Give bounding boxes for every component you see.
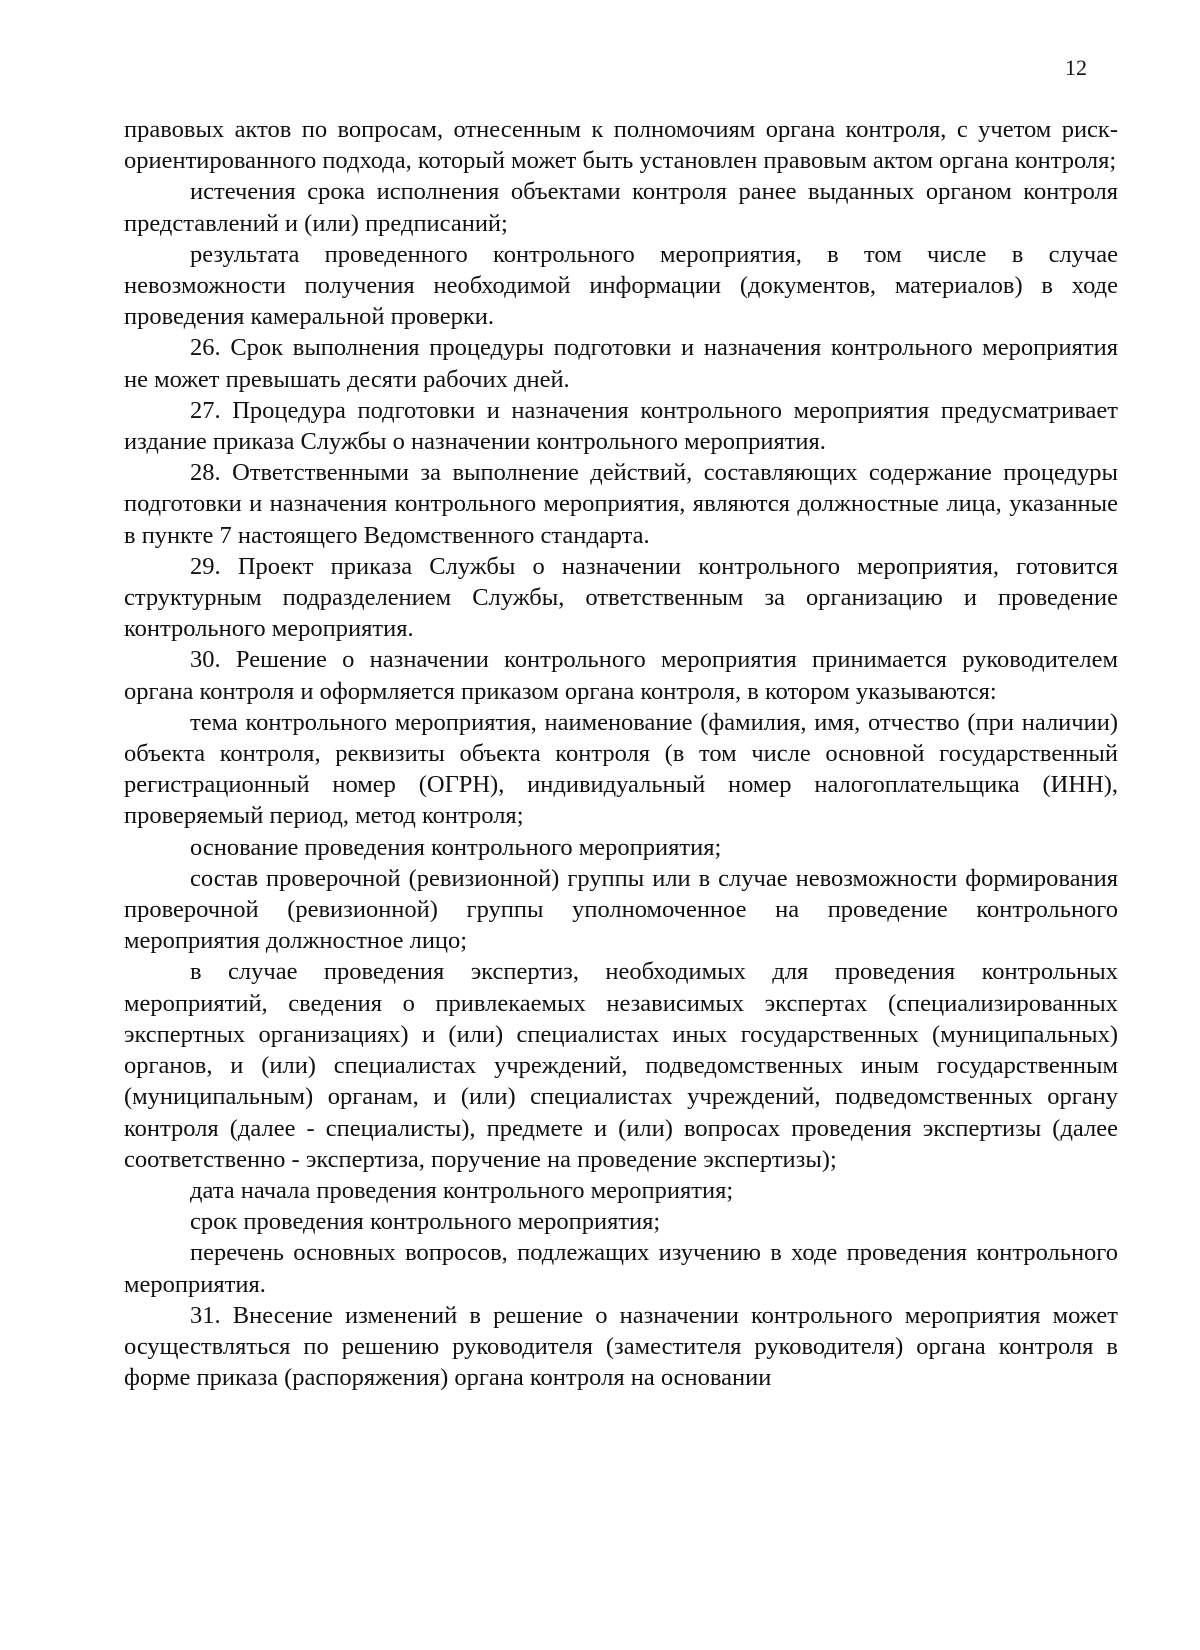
paragraph-item-31: 31. Внесение изменений в решение о назначении контрольного мероприятия может осуществляться по решению руководителя (заместителя руководителя) органа контроля в форме приказа (распоряжения) органа контроля на основании [124, 1301, 1118, 1392]
paragraph-item-29: 29. Проект приказа Службы о назначении контрольного мероприятия, готовится структурным подразделением Службы, ответственным за организацию и проведение контрольного мероприятия. [124, 552, 1118, 643]
document-body [124, 114, 1118, 1393]
paragraph-deadline-expiry: истечения срока исполнения объектами контроля ранее выданных органом контроля представлений и (или) предписаний; [124, 178, 1118, 237]
paragraph-item-26: 26. Срок выполнения процедуры подготовки и назначения контрольного мероприятия не может превышать десяти рабочих дней. [124, 334, 1118, 393]
paragraph-questions-list: перечень основных вопросов, подлежащих изучению в ходе проведения контрольного мероприятия. [124, 1239, 1118, 1298]
paragraph-duration: срок проведения контрольного мероприятия; [190, 1208, 661, 1236]
paragraph-item-30: 30. Решение о назначении контрольного мероприятия принимается руководителем органа контроля и оформляется приказом органа контроля, в котором указываются: [124, 646, 1118, 705]
paragraph-item-27: 27. Процедура подготовки и назначения контрольного мероприятия предусматривает издание приказа Службы о назначении контрольного мероприятия. [124, 396, 1118, 456]
paragraph-expertise: в случае проведения экспертиз, необходимых для проведения контрольных мероприятий, сведения о привлекаемых независимых экспертах (специализированных экспертных организациях) и (или) специалистах иных государственных (муниципальных) органов, и (или) специалистах учреждений, подведомственных иным государственным (муниципальным) органам, и (или) специалистах учреждений, подведомственных органу контроля (далее - специалисты), предмете и (или) вопросах проведения экспертизы (далее соответственно - экспертиза, поручение на проведение экспертизы); [124, 958, 1118, 1173]
paragraph-start-date: дата начала проведения контрольного мероприятия; [190, 1176, 734, 1204]
paragraph-continuation: правовых актов по вопросам, отнесенным к полномочиям органа контроля, с учетом риск-ориентированного подхода, который может быть установлен правовым актом органа контроля; [124, 116, 1118, 175]
paragraph-group-composition: состав проверочной (ревизионной) группы или в случае невозможности формирования проверочной (ревизионной) группы уполномоченное на проведение контрольного мероприятия должностное лицо; [124, 864, 1118, 955]
paragraph-result-of-event: результата проведенного контрольного мероприятия, в том числе в случае невозможности получения необходимой информации (документов, материалов) в ходе проведения камеральной проверки. [124, 240, 1118, 331]
paragraph-item-28: 28. Ответственными за выполнение действий, составляющих содержание процедуры подготовки и назначения контрольного мероприятия, являются должностные лица, указанные в пункте 7 настоящего Ведомственного стандарта. [124, 459, 1118, 549]
page-number: 12 [1065, 55, 1087, 80]
paragraph-basis: основание проведения контрольного мероприятия; [190, 833, 722, 861]
paragraph-topic: тема контрольного мероприятия, наименование (фамилия, имя, отчество (при наличии) объекта контроля, реквизиты объекта контроля (в том числе основной государственный регистрационный номер (ОГРН), индивидуальный номер налогоплательщика (ИНН), проверяемый период, метод контроля; [124, 708, 1118, 830]
